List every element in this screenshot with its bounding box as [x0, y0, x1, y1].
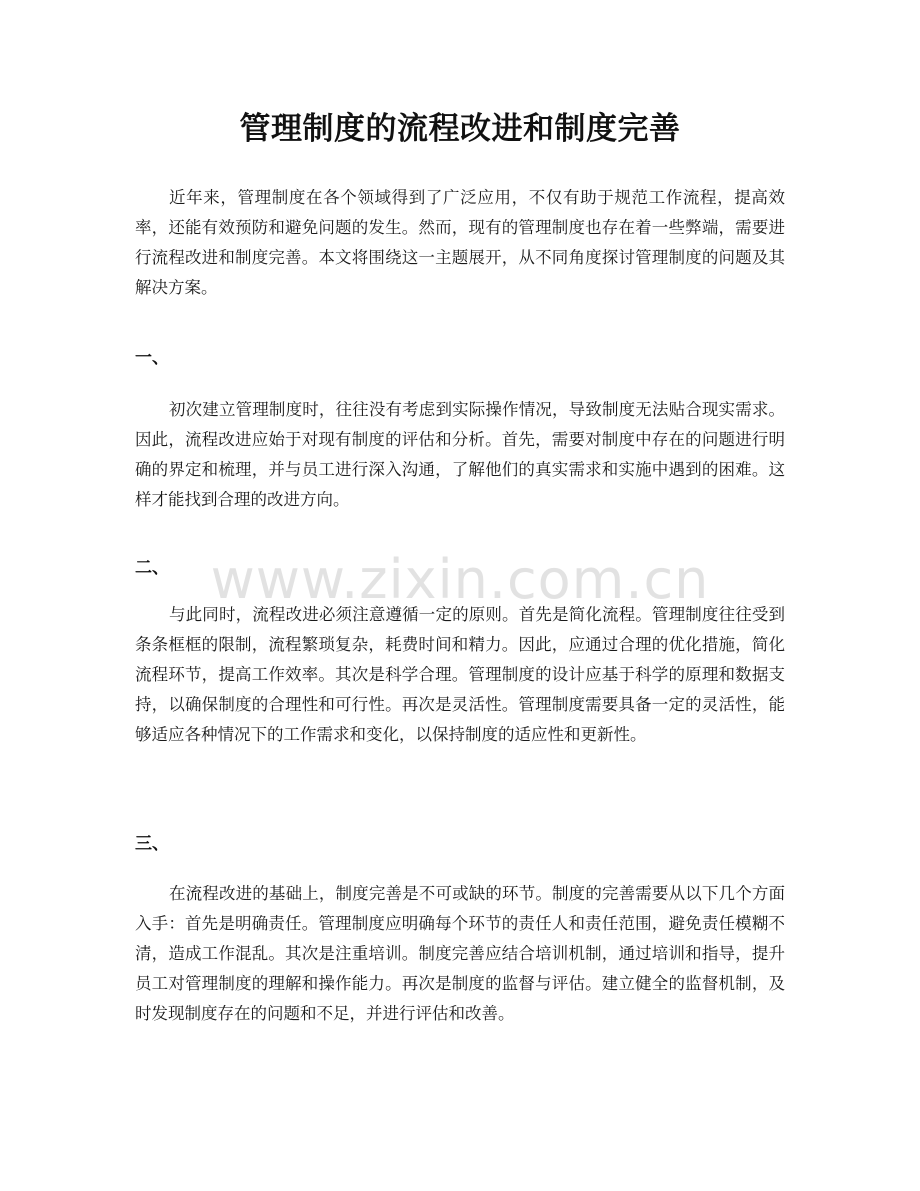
intro-paragraph: 近年来，管理制度在各个领域得到了广泛应用，不仅有助于规范工作流程，提高效率，还能有效预防和避免问题的发生。然而，现有的管理制度也存在着一些弊端，需要进行流程改进和制度完善。本文将围绕这一主题展开，从不同角度探讨管理制度的问题及其解决方案。: [135, 188, 785, 297]
section-heading-2: 二、: [135, 558, 169, 578]
section-heading-1: 一、: [135, 348, 169, 368]
section-paragraph-3: 在流程改进的基础上，制度完善是不可或缺的环节。制度的完善需要从以下几个方面入手：首先是明确责任。管理制度应明确每个环节的责任人和责任范围，避免责任模糊不清，造成工作混乱。其次是注重培训。制度完善应结合培训机制，通过培训和指导，提升员工对管理制度的理解和操作能力。再次是制度的监督与评估。建立健全的监督机制，及时发现制度存在的问题和不足，并进行评估和改善。: [135, 884, 785, 1023]
section-paragraph-2: 与此同时，流程改进必须注意遵循一定的原则。首先是简化流程。管理制度往往受到条条框框的限制，流程繁琐复杂，耗费时间和精力。因此，应通过合理的优化措施，简化流程环节，提高工作效率。其次是科学合理。管理制度的设计应基于科学的原理和数据支持，以确保制度的合理性和可行性。再次是灵活性。管理制度需要具备一定的灵活性，能够适应各种情况下的工作需求和变化，以保持制度的适应性和更新性。: [135, 605, 785, 744]
section-heading-3: 三、: [135, 834, 169, 854]
watermark-text: www.zixin.com.cn: [210, 548, 710, 611]
section-paragraph-1: 初次建立管理制度时，往往没有考虑到实际操作情况，导致制度无法贴合现实需求。因此，流程改进应始于对现有制度的评估和分析。首先，需要对制度中存在的问题进行明确的界定和梳理，并与员工进行深入沟通，了解他们的真实需求和实施中遇到的困难。这样才能找到合理的改进方向。: [135, 400, 785, 509]
document-title: 管理制度的流程改进和制度完善: [239, 111, 681, 147]
